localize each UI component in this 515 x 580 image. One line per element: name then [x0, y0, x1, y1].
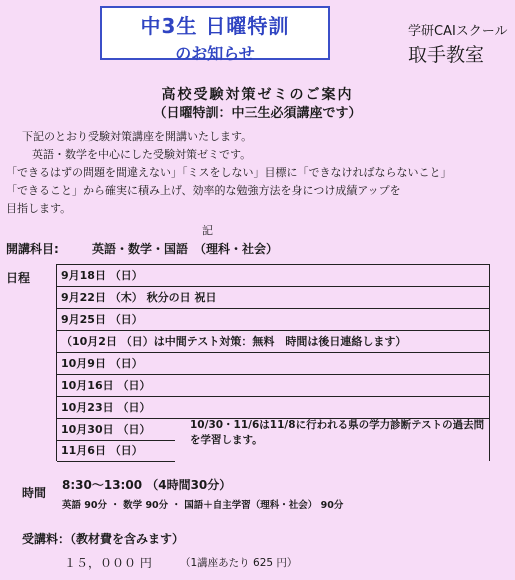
- subjects-value: 英語・数学・国語 （理科・社会）: [92, 242, 279, 256]
- sub-heading: （日曜特訓：中三生必須講座です）: [153, 106, 362, 121]
- title-sub: のお知らせ: [175, 44, 255, 63]
- time-value: 8:30〜13:00 （4時間30分）: [62, 478, 232, 492]
- schedule-row: 9月18日 （日）: [57, 265, 489, 287]
- schedule-row: 10月9日 （日）: [57, 353, 489, 375]
- schedule-note: 10/30・11/6は11/8に行われる県の学力診断テストの過去問を学習します。: [190, 419, 485, 446]
- schedule-row: 10月16日 （日）: [57, 375, 489, 397]
- time-detail: 英語 90分 ・ 数学 90分 ・ 国語＋自主学習（理科・社会） 90分: [62, 500, 344, 511]
- intro-line: 「できること」から確実に積み上げ、効率的な勉強方法を身につけ成績アップを: [6, 184, 401, 197]
- schedule-row: 10月23日 （日）: [57, 397, 489, 419]
- ki-mark: 記: [202, 224, 213, 237]
- intro-line: 英語・数学を中心にした受験対策ゼミです。: [32, 148, 252, 161]
- title-main: 中3生 日曜特訓: [140, 14, 290, 38]
- intro-line: 目指します。: [6, 202, 72, 215]
- schedule-row: 9月22日 （木） 秋分の日 祝日: [57, 287, 489, 309]
- title-box: [100, 6, 330, 63]
- schedule-label: 日程: [6, 271, 31, 285]
- schedule-row: 9月25日 （日）: [57, 309, 489, 331]
- row-underline: [57, 461, 175, 462]
- classroom-name: 取手教室: [408, 44, 485, 66]
- fee-label: 受講料：（教材費を含みます）: [22, 532, 185, 546]
- main-heading: 高校受験対策ゼミのご案内: [161, 87, 354, 103]
- fee-per-unit: （1講座あたり 625 円）: [180, 557, 298, 569]
- time-label: 時間: [22, 486, 47, 500]
- subjects-label: 開講科目:: [6, 242, 59, 256]
- intro-line: 下記のとおり受験対策講座を開講いたします。: [22, 130, 253, 143]
- fee-amount: １５，０００ 円: [64, 556, 152, 570]
- schedule-row: （10月2日 （日）は中間テスト対策：無料 時間は後日連絡します）: [57, 331, 489, 353]
- schedule-row-text: 11月6日 （日）: [61, 444, 143, 457]
- school-name: 学研CAIスクール: [408, 24, 508, 39]
- intro-line: 「できるはずの問題を間違えない」「ミスをしない」目標に「できなければならないこと」: [6, 166, 452, 179]
- schedule-row-text: 10月30日 （日）: [61, 423, 151, 436]
